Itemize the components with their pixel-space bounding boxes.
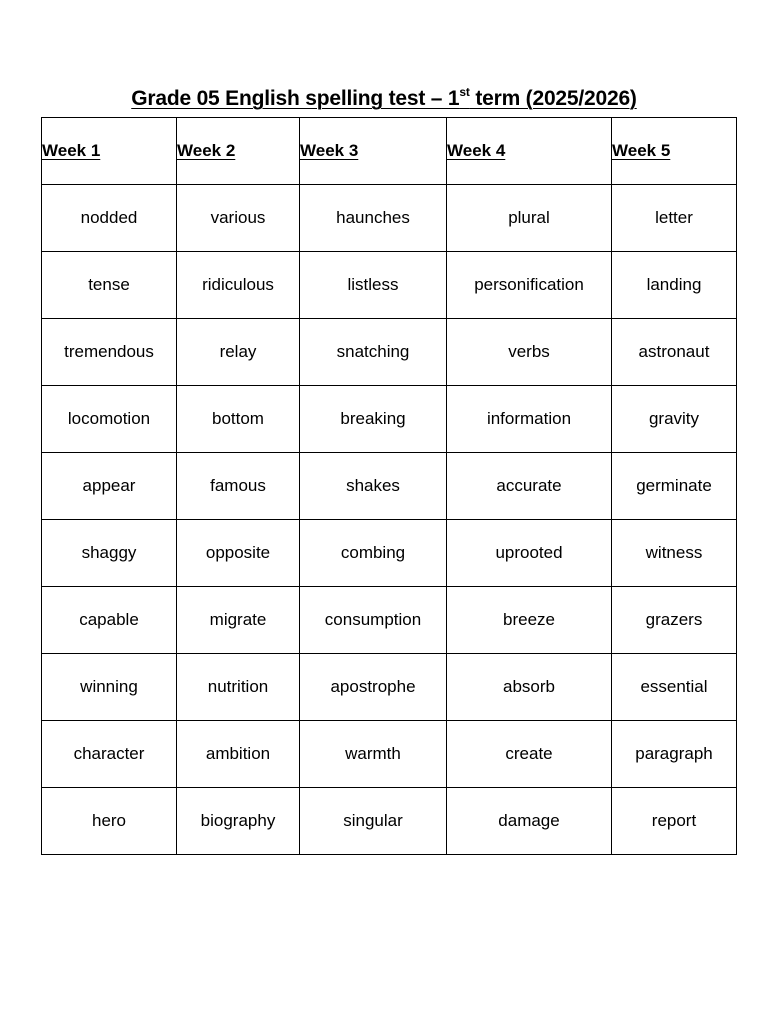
table-cell: landing xyxy=(612,252,737,319)
table-cell: astronaut xyxy=(612,319,737,386)
table-cell: witness xyxy=(612,520,737,587)
table-cell: locomotion xyxy=(42,386,177,453)
table-cell: accurate xyxy=(447,453,612,520)
title-superscript: st xyxy=(459,85,470,99)
table-cell: hero xyxy=(42,788,177,855)
table-cell: snatching xyxy=(300,319,447,386)
table-cell: tense xyxy=(42,252,177,319)
table-cell: paragraph xyxy=(612,721,737,788)
week-2-header: Week 2 xyxy=(177,118,300,185)
table-cell: combing xyxy=(300,520,447,587)
table-row xyxy=(42,453,737,520)
table-cell: personification xyxy=(447,252,612,319)
table-cell: appear xyxy=(42,453,177,520)
page-title xyxy=(0,87,768,111)
title-prefix: Grade 05 English spelling test – 1 xyxy=(131,87,460,110)
table-cell: essential xyxy=(612,654,737,721)
week-5-header: Week 5 xyxy=(612,118,737,185)
table-cell: biography xyxy=(177,788,300,855)
table-cell: ambition xyxy=(177,721,300,788)
table-row xyxy=(42,587,737,654)
week-4-header: Week 4 xyxy=(447,118,612,185)
table-cell: shaggy xyxy=(42,520,177,587)
table-cell: uprooted xyxy=(447,520,612,587)
table-cell: opposite xyxy=(177,520,300,587)
table-cell: nodded xyxy=(42,185,177,252)
table-cell: various xyxy=(177,185,300,252)
table-cell: relay xyxy=(177,319,300,386)
table-row xyxy=(42,319,737,386)
table-cell: breaking xyxy=(300,386,447,453)
table-cell: nutrition xyxy=(177,654,300,721)
table-row xyxy=(42,654,737,721)
table-row xyxy=(42,386,737,453)
table-cell: apostrophe xyxy=(300,654,447,721)
table-cell: ridiculous xyxy=(177,252,300,319)
table-cell: tremendous xyxy=(42,319,177,386)
table-cell: warmth xyxy=(300,721,447,788)
spelling-table xyxy=(41,117,737,855)
table-cell: damage xyxy=(447,788,612,855)
table-cell: migrate xyxy=(177,587,300,654)
table-cell: listless xyxy=(300,252,447,319)
table-cell: gravity xyxy=(612,386,737,453)
table-cell: famous xyxy=(177,453,300,520)
table-cell: haunches xyxy=(300,185,447,252)
table-row xyxy=(42,520,737,587)
table-cell: plural xyxy=(447,185,612,252)
table-row xyxy=(42,185,737,252)
table-cell: report xyxy=(612,788,737,855)
header-row xyxy=(42,118,737,185)
table-cell: winning xyxy=(42,654,177,721)
table-row xyxy=(42,788,737,855)
title-suffix: term (2025/2026) xyxy=(469,87,637,110)
table-cell: bottom xyxy=(177,386,300,453)
table-cell: germinate xyxy=(612,453,737,520)
table-row xyxy=(42,721,737,788)
table-cell: letter xyxy=(612,185,737,252)
table-cell: capable xyxy=(42,587,177,654)
table-cell: information xyxy=(447,386,612,453)
table-cell: verbs xyxy=(447,319,612,386)
table-cell: singular xyxy=(300,788,447,855)
table-cell: absorb xyxy=(447,654,612,721)
table-row xyxy=(42,252,737,319)
table-cell: grazers xyxy=(612,587,737,654)
week-3-header: Week 3 xyxy=(300,118,447,185)
table-cell: shakes xyxy=(300,453,447,520)
table-cell: breeze xyxy=(447,587,612,654)
table-cell: create xyxy=(447,721,612,788)
week-1-header: Week 1 xyxy=(42,118,177,185)
table-cell: character xyxy=(42,721,177,788)
table-cell: consumption xyxy=(300,587,447,654)
